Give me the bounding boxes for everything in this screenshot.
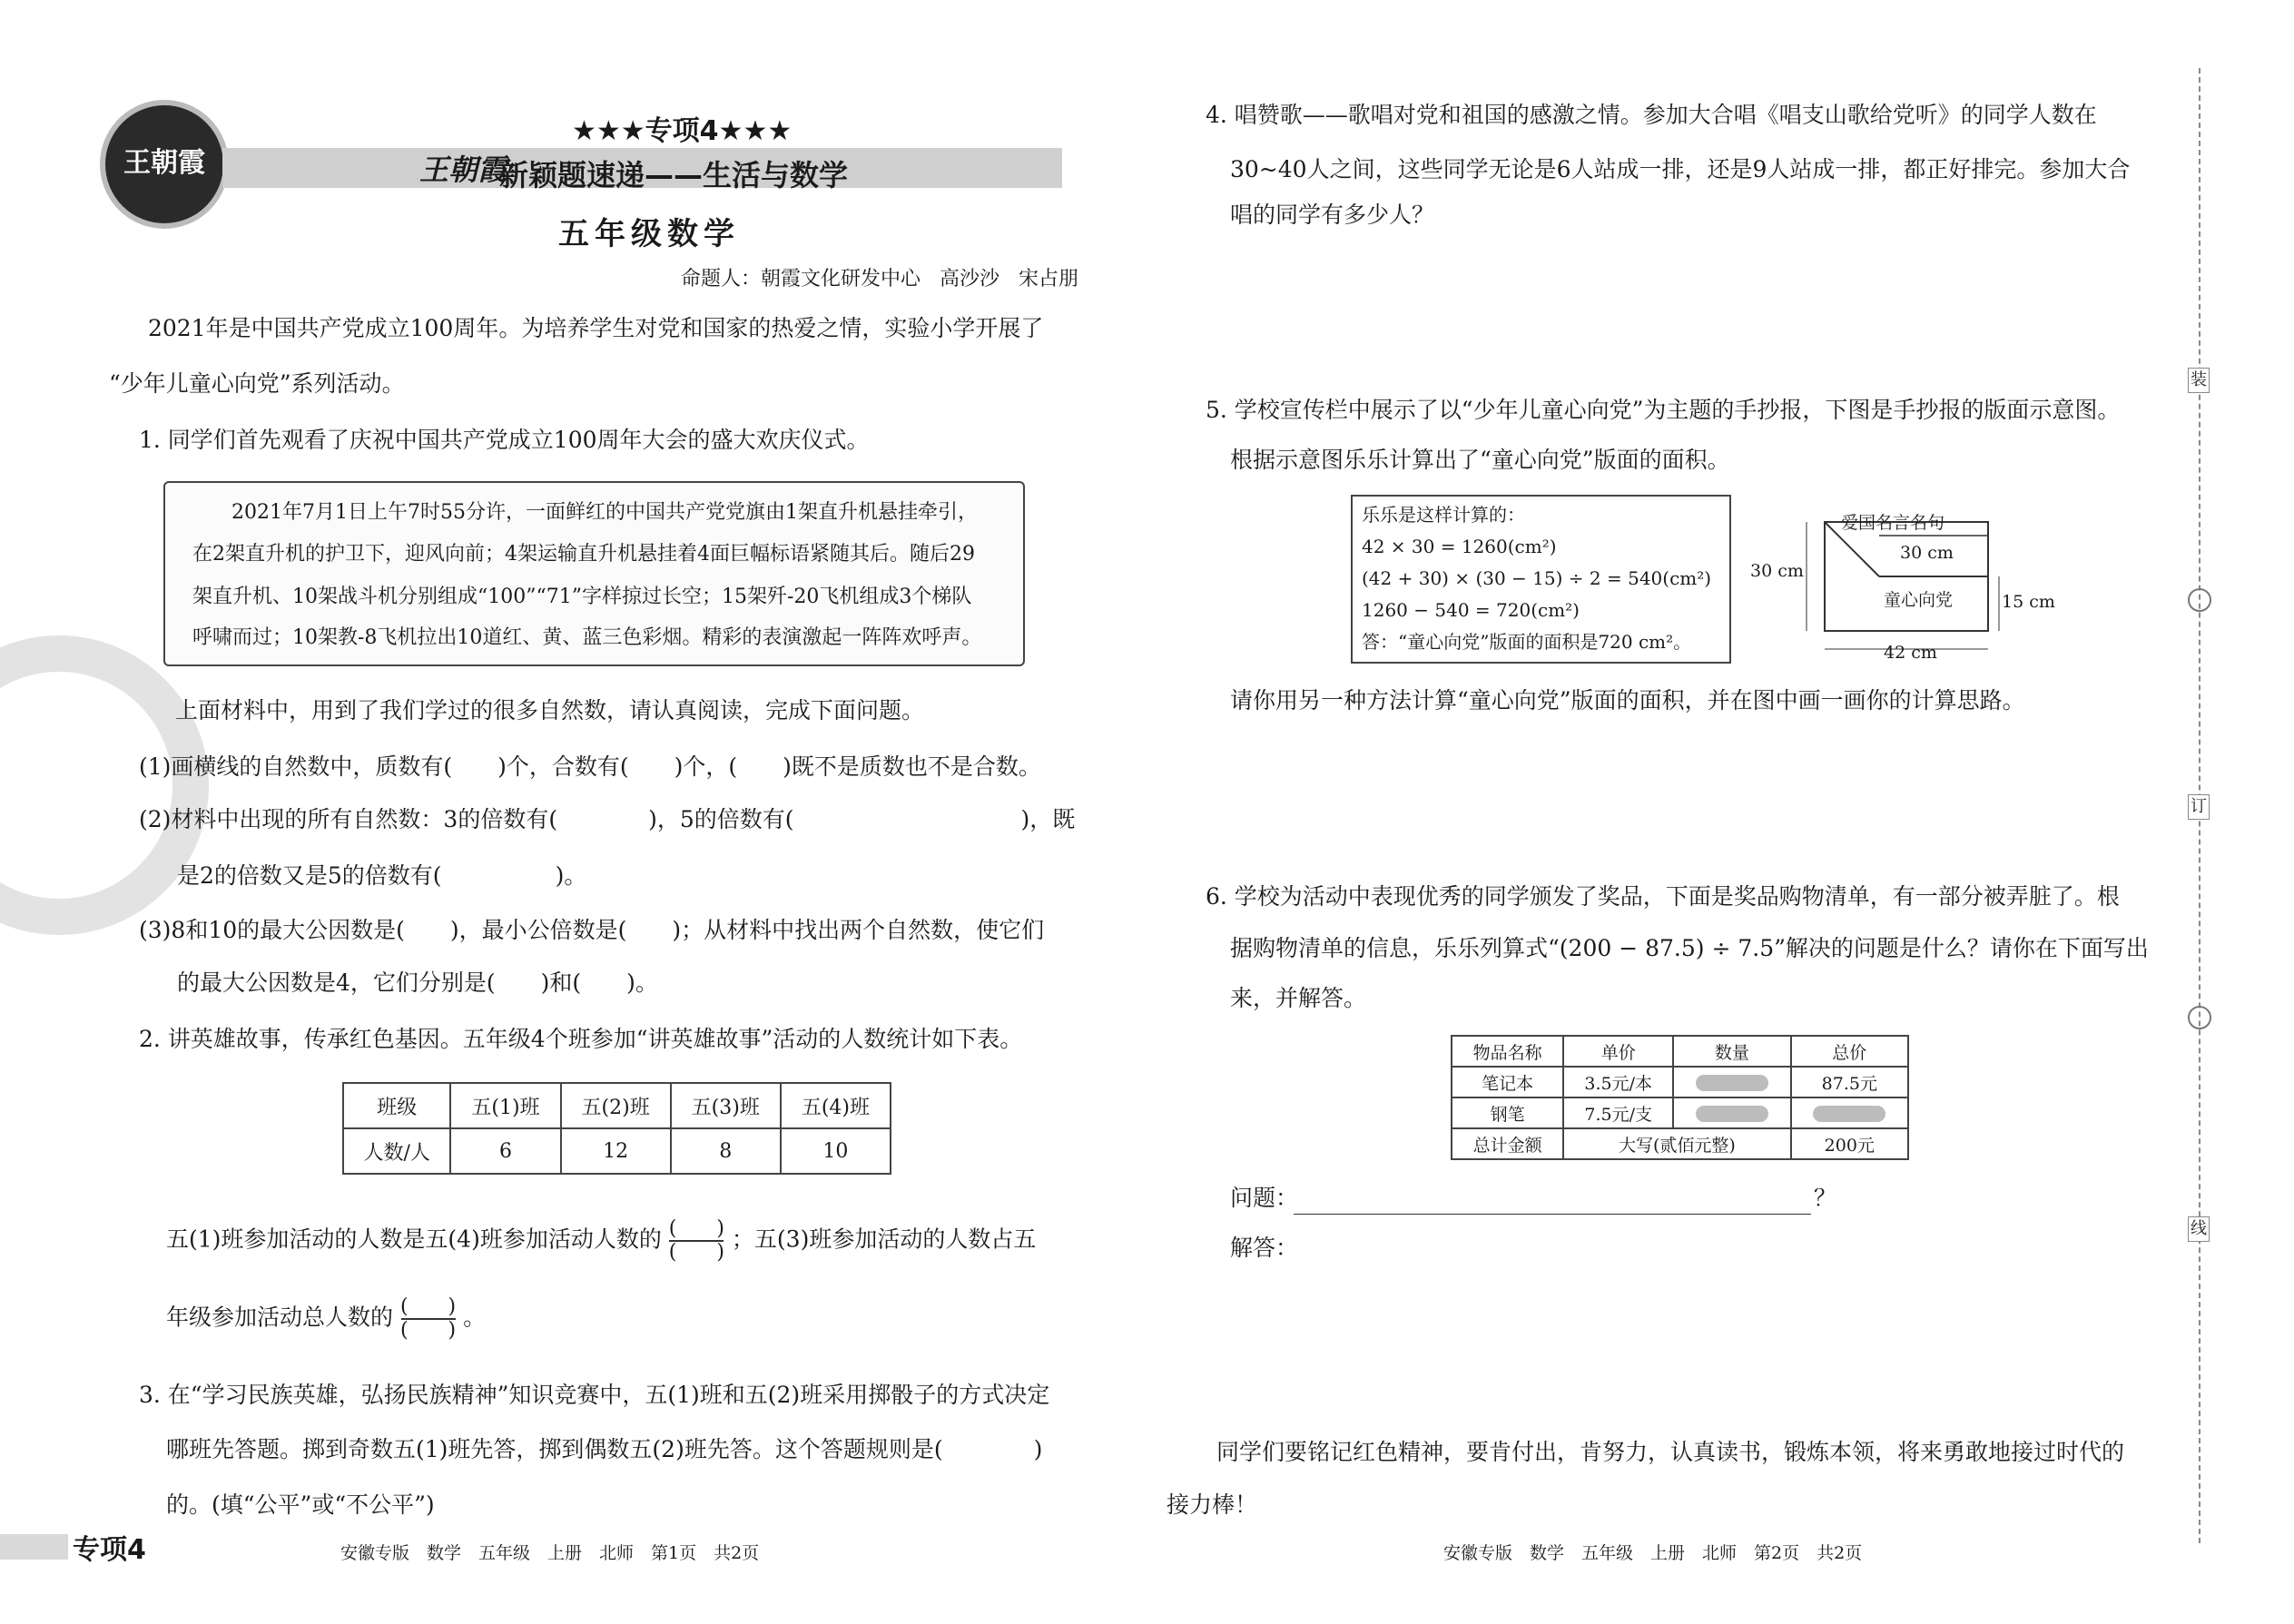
table-header-cell: 单价 <box>1563 1036 1673 1067</box>
table-cell: 人数/人 <box>343 1128 450 1174</box>
binding-hole-icon <box>2188 588 2211 612</box>
table-cell: 12 <box>561 1128 671 1174</box>
q4-line-1: 4. 唱赞歌——歌唱对党和祖国的感激之情。参加大合唱《唱支山歌给党听》的同学人数在 <box>1206 102 2097 128</box>
q3-line-1: 3. 在“学习民族英雄，弘扬民族精神”知识竞赛中，五(1)班和五(2)班采用掷骰子的方式决定 <box>139 1382 1050 1408</box>
fig-width-bottom: 42 cm <box>1884 643 1937 663</box>
q3-line-3: 的。(填“公平”或“不公平”) <box>166 1491 435 1518</box>
fig-label-top: 爱国名言名句 <box>1841 513 1945 533</box>
q2-s1-text: 五(1)班参加活动的人数是五(4)班参加活动人数的 <box>166 1225 662 1253</box>
calc-line: (42 + 30) × (30 − 15) ÷ 2 = 540(cm²) <box>1362 567 1712 589</box>
frac-top: ( ) <box>668 1217 724 1240</box>
fraction-blank <box>400 1296 456 1342</box>
page-title: 五年级数学 <box>558 216 740 252</box>
table-header-cell: 五(4)班 <box>781 1083 891 1128</box>
calc-line: 1260 − 540 = 720(cm²) <box>1362 599 1580 621</box>
calc-line: 答：“童心向党”版面的面积是720 cm²。 <box>1362 631 1692 653</box>
q6-line-1: 6. 学校为活动中表现优秀的同学颁发了奖品，下面是奖品购物清单，有一部分被弄脏了。根 <box>1206 883 2120 910</box>
footer-info-left: 安徽专版 数学 五年级 上册 北师 第1页 共2页 <box>340 1543 760 1563</box>
q1-part2a: (2)材料中出现的所有自然数：3的倍数有( )，5的倍数有( )，既 <box>139 806 1076 832</box>
footer-tag-bg <box>0 1534 68 1560</box>
q2-sentence-1 <box>166 1218 1036 1264</box>
smudge-mark <box>1696 1075 1768 1091</box>
q2-sentence-2 <box>166 1296 486 1342</box>
intro-line-2: “少年儿童心向党”系列活动。 <box>109 370 405 397</box>
scroll-line: 在2架直升机的护卫下，迎风向前；4架运输直升机悬挂着4面巨幅标语紧随其后。随后29 <box>192 543 975 566</box>
authors: 命题人：朝霞文化研发中心 高沙沙 宋占朋 <box>681 268 1078 290</box>
q1-part2b: 是2的倍数又是5的倍数有( )。 <box>177 862 587 889</box>
table-cell: 大写(贰佰元整) <box>1563 1128 1790 1159</box>
frac-bottom: ( ) <box>399 1319 457 1342</box>
binding-mark: 装 <box>2188 368 2210 393</box>
closing-line-2: 接力棒！ <box>1167 1491 1258 1518</box>
smudged-cell <box>1791 1097 1908 1128</box>
smudge-mark <box>1813 1106 1885 1122</box>
frac-top: ( ) <box>399 1295 457 1318</box>
q1-after: 上面材料中，用到了我们学过的很多自然数，请认真阅读，完成下面问题。 <box>175 697 925 723</box>
fig-center-label: 童心向党 <box>1884 590 1954 610</box>
fraction-blank <box>669 1218 724 1264</box>
binding-mark: 订 <box>2188 794 2210 820</box>
banner-brand: 王朝霞 <box>419 153 507 187</box>
table-header-cell: 数量 <box>1673 1036 1790 1067</box>
table-cell: 8 <box>671 1128 781 1174</box>
shopping-table <box>1451 1035 1909 1160</box>
table-cell: 笔记本 <box>1452 1067 1563 1097</box>
calc-line: 乐乐是这样计算的： <box>1362 504 1525 526</box>
calc-line: 42 × 30 = 1260(cm²) <box>1362 536 1557 557</box>
banner-title: 新颖题速递——生活与数学 <box>499 158 849 192</box>
q1-part3a: (3)8和10的最大公因数是( )，最小公倍数是( )；从材料中找出两个自然数，使它们 <box>139 917 1045 943</box>
q1-text: 1. 同学们首先观看了庆祝中国共产党成立100周年大会的盛大欢庆仪式。 <box>139 427 870 453</box>
q3-line-2: 哪班先答题。掷到奇数五(1)班先答，掷到偶数五(2)班先答。这个答题规则是( ) <box>166 1436 1043 1462</box>
table-cell: 总计金额 <box>1452 1128 1563 1159</box>
question-end: ？ <box>1814 1185 1837 1211</box>
scroll-line: 2021年7月1日上午7时55分许，一面鲜红的中国共产党党旗由1架直升机悬挂牵引， <box>231 501 978 524</box>
binding-mark: 线 <box>2188 1216 2210 1242</box>
table-header-cell: 物品名称 <box>1452 1036 1563 1067</box>
q6-line-3: 来，并解答。 <box>1230 985 1367 1011</box>
q5-ask: 请你用另一种方法计算“童心向党”版面的面积，并在图中画一画你的计算思路。 <box>1230 687 2025 714</box>
q5-line-2: 根据示意图乐乐计算出了“童心向党”版面的面积。 <box>1230 447 1730 473</box>
fig-height-right: 15 cm <box>2002 592 2055 612</box>
fig-width-inner: 30 cm <box>1900 543 1954 563</box>
question-answer-line <box>1294 1214 1811 1215</box>
smudge-mark <box>1696 1106 1768 1122</box>
brand-logo-text: 王朝霞 <box>123 147 205 179</box>
q4-line-2: 30~40人之间，这些同学无论是6人站成一排，还是9人站成一排，都正好排完。参加大合 <box>1230 156 2131 182</box>
table-cell: 钢笔 <box>1452 1097 1563 1128</box>
closing-line-1: 同学们要铭记红色精神，要肯付出，肯努力，认真读书，锻炼本领，将来勇敢地接过时代的 <box>1216 1439 2125 1465</box>
table-cell: 200元 <box>1791 1128 1908 1159</box>
table-cell: 10 <box>781 1128 891 1174</box>
q2-s1b-text: ；五(3)班参加活动的人数占五 <box>731 1225 1037 1253</box>
footer-tag: 专项4 <box>73 1534 146 1566</box>
table-cell: 87.5元 <box>1791 1067 1908 1097</box>
fig-height-left: 30 cm <box>1750 561 1804 581</box>
table-header-cell: 五(1)班 <box>450 1083 560 1128</box>
table-header-cell: 五(3)班 <box>671 1083 781 1128</box>
table-cell: 7.5元/支 <box>1563 1097 1673 1128</box>
binding-hole-icon <box>2188 1006 2211 1029</box>
q2-s2b-text: 。 <box>463 1304 487 1331</box>
table-cell: 3.5元/本 <box>1563 1067 1673 1097</box>
table-cell: 6 <box>450 1128 560 1174</box>
question-label: 问题： <box>1230 1185 1299 1211</box>
brand-logo <box>100 100 229 229</box>
q2-s2-text: 年级参加活动总人数的 <box>166 1304 394 1331</box>
watermark-seal <box>0 635 209 935</box>
smudged-cell <box>1673 1067 1790 1097</box>
q2-text: 2. 讲英雄故事，传承红色基因。五年级4个班参加“讲英雄故事”活动的人数统计如下表。 <box>139 1026 1023 1052</box>
q6-line-2: 据购物清单的信息，乐乐列算式“(200 − 87.5) ÷ 7.5”解决的问题是什么？请你在下面写出 <box>1230 935 2149 961</box>
smudged-cell <box>1673 1097 1790 1128</box>
answer-label: 解答： <box>1230 1235 1299 1261</box>
scroll-line: 架直升机、10架战斗机分别组成“100”“71”字样掠过长空；15架歼-20飞机组成3个梯队 <box>192 586 972 608</box>
q1-part1: (1)画横线的自然数中，质数有( )个，合数有( )个，( )既不是质数也不是合数。 <box>139 753 1041 780</box>
frac-bottom: ( ) <box>668 1241 724 1264</box>
scroll-line: 呼啸而过；10架教-8飞机拉出10道红、黄、蓝三色彩烟。精彩的表演激起一阵阵欢呼声。 <box>192 626 982 649</box>
q5-line-1: 5. 学校宣传栏中展示了以“少年儿童心向党”为主题的手抄报，下图是手抄报的版面示意图。 <box>1206 397 2121 423</box>
series-title: ★★★专项4★★★ <box>572 115 793 147</box>
q4-line-3: 唱的同学有多少人？ <box>1230 202 1435 228</box>
q1-part3b: 的最大公因数是4，它们分别是( )和( )。 <box>177 969 658 996</box>
footer-info-right: 安徽专版 数学 五年级 上册 北师 第2页 共2页 <box>1443 1543 1863 1563</box>
table-header-cell: 总价 <box>1791 1036 1908 1067</box>
q2-table <box>342 1082 891 1175</box>
intro-line-1: 2021年是中国共产党成立100周年。为培养学生对党和国家的热爱之情，实验小学开展了 <box>148 315 1044 341</box>
table-header-cell: 五(2)班 <box>561 1083 671 1128</box>
table-header-cell: 班级 <box>343 1083 450 1128</box>
